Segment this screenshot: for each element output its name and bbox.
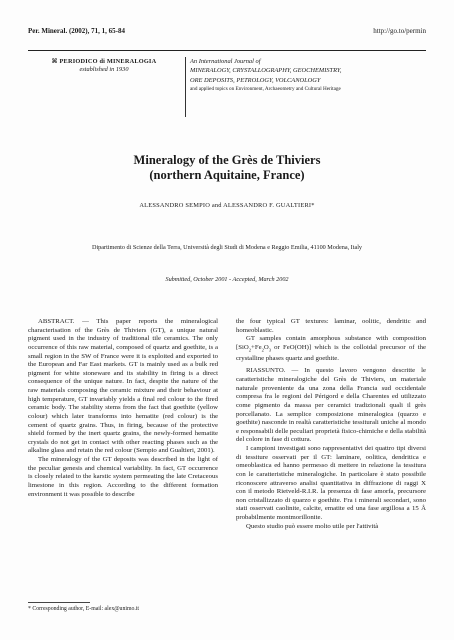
journal-scope — [190, 57, 430, 95]
journal-established: established in 1930 — [79, 66, 129, 73]
masthead-divider — [185, 57, 186, 117]
article-dates: Submitted, October 2001 - Accepted, March 2002 — [165, 276, 289, 283]
article-authors: ALESSANDRO SEMPIO and ALESSANDRO F. GUALTIERI* — [139, 202, 315, 209]
riassunto-paragraph-2: I campioni investigati sono rappresentativi dei quattro tipi diversi di tessiture osservati per il GT: laminare, oolitica, dendritica e omeoblastica ed hanno permesso di mettere in relazione la tessitura con le caratteristiche mineralogiche. In particolare è stato possibile riconoscere attraverso analisi quantitativa in diffrazione di raggi X con il metodo Rietveld-R.I.R. la presenza di fase amorfa, precursore non cristallizzato di quarzo e goethite. Fra i minerali secondari, sono stati osservati caolinite, calcite, ematite ed una fase argillosa a 15 Å probabilmente montmorillonite. — [236, 445, 426, 522]
right-column — [236, 318, 426, 531]
abstract-paragraph-2: The mineralogy of the GT deposits was described in the light of the peculiar genesis and chemical variability. In fact, GT occurrence is closely related to the karstic system permeating the late Cretaceous limestone in this region. According to the different formation environment it was possible to describe — [28, 456, 218, 498]
journal-applied-topics: and applied topics on Environment, Archaeometry and Cultural Heritage — [190, 86, 341, 93]
article-title — [28, 153, 426, 183]
abstract-label: ABSTRACT. — [38, 318, 75, 325]
journal-tagline: An International Journal of — [190, 58, 261, 65]
title-line-2: (northern Aquitaine, France) — [149, 168, 305, 182]
journal-name: PERIODICO di MINERALOGIA — [59, 58, 157, 65]
riassunto-label: RIASSUNTO. — [246, 367, 286, 375]
header-rule — [28, 50, 426, 51]
corresponding-author-footnote: * Corresponding author, E-mail: alex@unimo.it — [28, 606, 140, 612]
title-line-1: Mineralogy of the Grès de Thiviers — [133, 153, 321, 167]
right-paragraph-2: GT samples contain amorphous substance with composition [$SiO_2+Fe_2O_3$ or FeO(OH)] which is the colloidal precursor of the crystalline phases quartz and goethite. — [236, 335, 426, 362]
journal-subjects-1: MINERALOGY, CRYSTALLOGRAPHY, GEOCHEMISTRY, — [190, 67, 342, 75]
left-column — [28, 318, 218, 499]
right-paragraph-1: the four typical GT textures: laminar, oolitic, dendritic and homeoblastic. — [236, 318, 426, 334]
article-affiliation: Dipartimento di Scienze della Terra, Università degli Studi di Modena e Reggio Emilia, 41100 Modena, Italy — [91, 244, 363, 251]
journal-logo-icon: ⌘ — [51, 58, 58, 65]
journal-url[interactable]: http://go.to/permin — [373, 27, 426, 35]
riassunto-paragraph-3: Questo studio può essere molto utile per l'attività — [246, 522, 379, 530]
riassunto-paragraph-1: RIASSUNTO. — In questo lavoro vengono descritte le caratteristiche mineralogiche del Grès de Thiviers, un materiale naturale proveniente da una zona della Francia sud occidentale compresa fra le regioni del Périgord e della Charentes ed utilizzato come pigmento da massa per ceramici tradizionali quali il grès porcellanato. La semplice composizione mineralogica (quarzo e goethite) nasconde in realtà caratteristiche tessiturali uniche al mondo e responsabili delle peculiari proprietà fisico-chimiche e della stabilità del colore in fase di cottura. — [236, 367, 426, 444]
journal-masthead — [28, 58, 180, 73]
running-header — [28, 27, 426, 39]
citation: Per. Mineral. (2002), 71, 1, 65-84 — [28, 27, 125, 35]
abstract-text-1: — This paper reports the mineralogical characterisation of the Grès de Thiviers (GT), a unique natural pigment used in the industry of traditional tile ceramics. The only occurrence of this raw material, composed of quartz and goethite, is a small region in the SW of France were it is exploited and exported to the European and Far East markets. GT is mainly used as a bulk red pigment for white stoneware and its stability in firing is a direct consequence of the unique nature. In fact, despite the nature of the raw materials composing the ceramic mixture and their behaviour at high temperature, GT invariably yields a final red colour to the fired ceramic body. The stability stems from the fact that goethite (yellow colour) which later transforms into hematite (red colour) is the cement of quartz grains. Thus, in firing, because of the protective shield formed by the inert quartz grains, the newly-formed hematite crystals do not get in contact with other reacting phases such as the alkaline glass and retain the red colour (Sempio and Gualtieri, 2001). — [28, 318, 218, 455]
abstract-paragraph-1 — [28, 318, 218, 456]
footnote-rule — [28, 602, 90, 603]
journal-subjects-2: ORE DEPOSITS, PETROLOGY, VOLCANOLOGY — [190, 76, 321, 84]
